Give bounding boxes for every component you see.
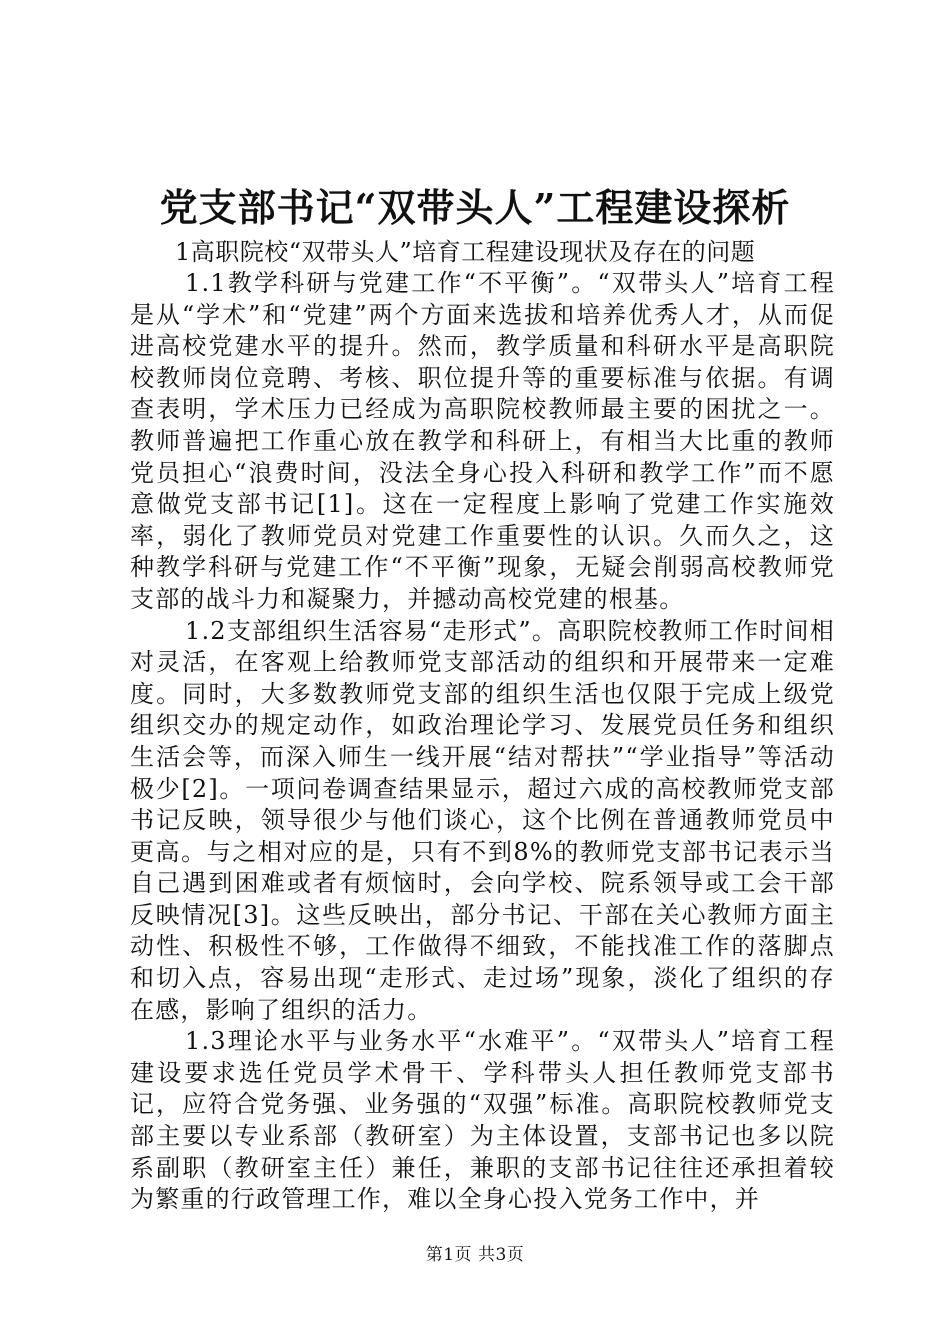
paragraph-1-2: 1.2支部组织生活容易“走形式”。高职院校教师工作时间相对灵活，在客观上给教师党支部活动的组织和开展带来一定难度。同时，大多数教师党支部的组织生活也仅限于完成上级党组织交办的规定动作，如政治理论学习、发展党员任务和组织生活会等，而深入师生一线开展“结对帮扶”“学业指导”等活动极少[2]。一项问卷调查结果显示，超过六成的高校教师党支部书记反映，领导很少与他们谈心，这个比例在普通教师党员中更高。与之相对应的是，只有不到8%的教师党支部书记表示当自己遇到困难或者有烦恼时，会向学校、院系领导或工会干部反映情况[3]。这些反映出，部分书记、干部在关心教师方面主动性、积极性不够，工作做得不细致，不能找准工作的落脚点和切入点，容易出现“走形式、走过场”现象，淡化了组织的存在感，影响了组织的活力。 (130, 616, 835, 1024)
paragraph-1-3: 1.3理论水平与业务水平“水难平”。“双带头人”培育工程建设要求选任党员学术骨干、学科带头人担任教师党支部书记，应符合党务强、业务强的“双强”标准。高职院校教师党支部主要以专业系部（教研室）为主体设置，支部书记也多以院系副职（教研室主任）兼任，兼职的支部书记往往还承担着较为繁重的行政管理工作，难以全身心投入党务工作中，并 (130, 1027, 835, 1214)
paragraph-1-1: 1.1教学科研与党建工作“不平衡”。“双带头人”培育工程是从“学术”和“党建”两个方面来选拔和培养优秀人才，从而促进高校党建水平的提升。然而，教学质量和科研水平是高职院校教师岗位竞聘、考核、职位提升等的重要标准与依据。有调查表明，学术压力已经成为高职院校教师最主要的困扰之一。教师普遍把工作重心放在教学和科研上，有相当大比重的教师党员担心“浪费时间，没法全身心投入科研和教学工作”而不愿意做党支部书记[1]。这在一定程度上影响了党建工作实施效率，弱化了教师党员对党建工作重要性的认识。久而久之，这种教学科研与党建工作“不平衡”现象，无疑会削弱高校教师党支部的战斗力和凝聚力，并撼动高校党建的根基。 (130, 269, 835, 613)
section-heading: 1高职院校“双带头人”培育工程建设现状及存在的问题 (175, 238, 756, 266)
page-indicator: 第1页 共3页 (425, 1245, 525, 1265)
document-title: 党支部书记“双带头人”工程建设探析 (159, 185, 791, 230)
document-body (130, 237, 835, 1216)
